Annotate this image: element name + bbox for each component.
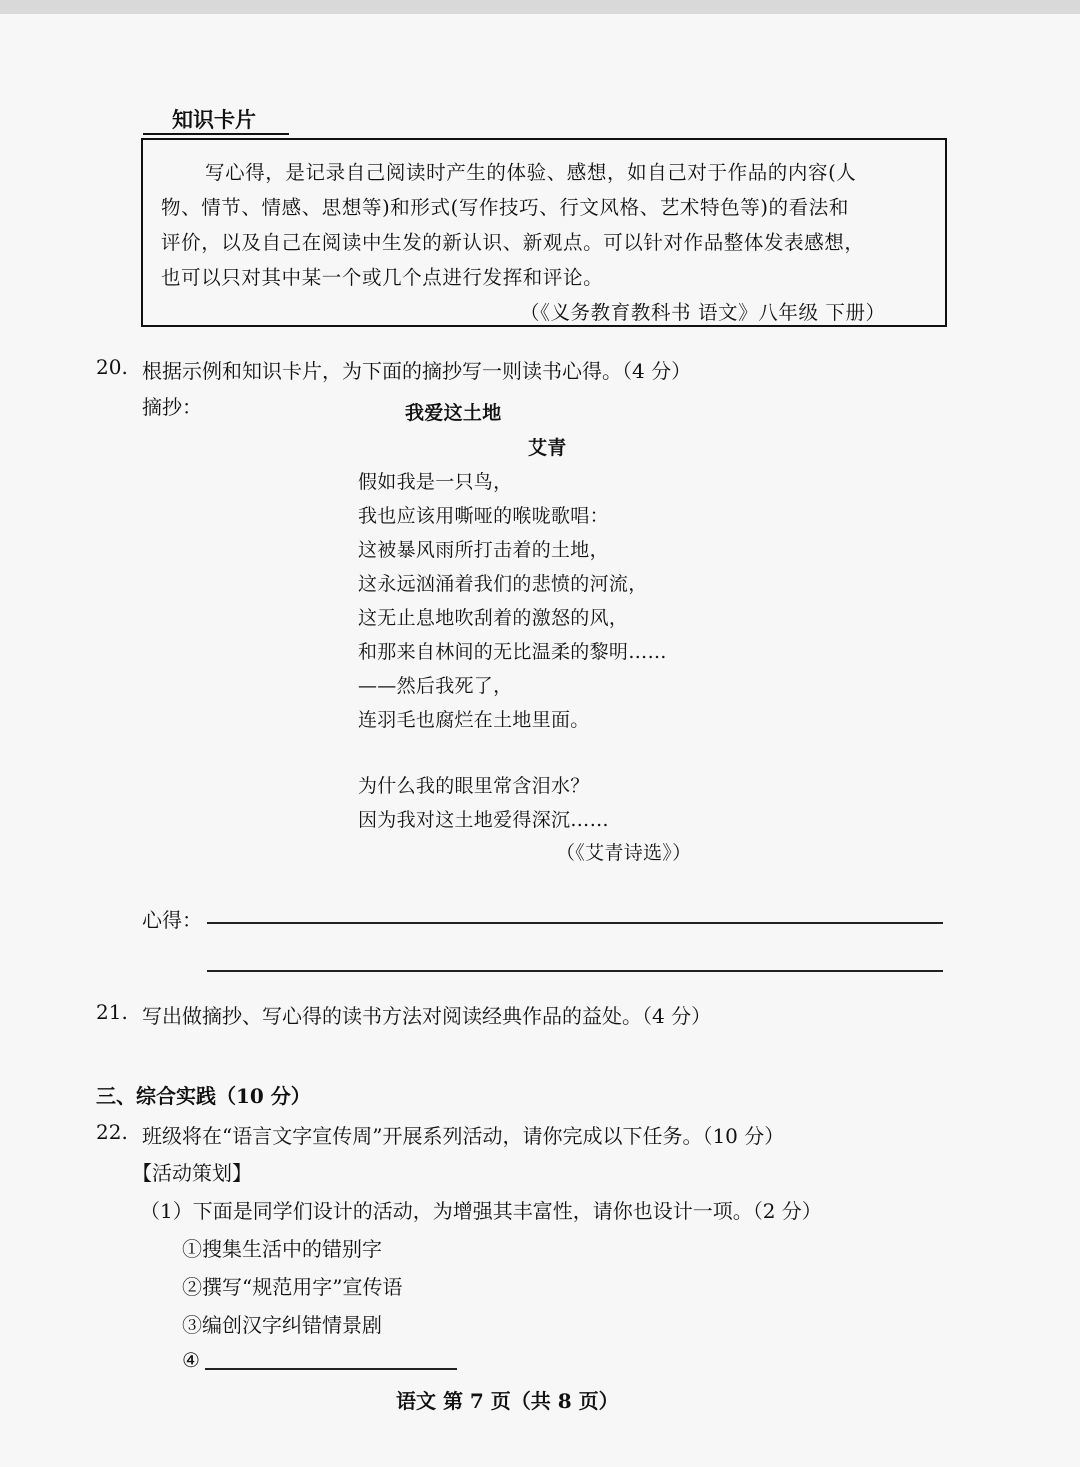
- poem-author: 艾青: [528, 437, 567, 459]
- poem-line: 因为我对这土地爱得深沉……: [358, 809, 609, 831]
- poem-source: （《艾青诗选》）: [556, 842, 692, 864]
- q21-number: 21.: [96, 1000, 128, 1024]
- q20-number: 20.: [96, 355, 128, 379]
- poem-line: 这永远汹涌着我们的悲愤的河流，: [358, 573, 648, 595]
- q22-subheading: 【活动策划】: [132, 1161, 252, 1185]
- knowledge-card-line: 也可以只对其中某一个或几个点进行发挥和评论。: [161, 266, 604, 289]
- poem-line: 连羽毛也腐烂在土地里面。: [358, 709, 590, 731]
- q22-number: 22.: [96, 1120, 128, 1144]
- activity-item: ③编创汉字纠错情景剧: [182, 1313, 382, 1337]
- q20-answer-line[interactable]: [207, 970, 943, 972]
- knowledge-card-line: 评价，以及自己在阅读中生发的新认识、新观点。可以针对作品整体发表感想，: [161, 231, 865, 254]
- section3-heading: 三、综合实践（10 分）: [96, 1084, 311, 1108]
- activity-blank-line[interactable]: [205, 1368, 457, 1370]
- activity-item: ①搜集生活中的错别字: [182, 1237, 382, 1261]
- page-footer: 语文 第 7 页（共 8 页）: [396, 1389, 619, 1413]
- q20-answer-label: 心得：: [142, 908, 202, 932]
- q22-sub1: （1）下面是同学们设计的活动，为增强其丰富性，请你也设计一项。（2 分）: [140, 1199, 822, 1223]
- knowledge-card-line: 物、情节、情感、思想等)和形式(写作技巧、行文风格、艺术特色等)的看法和: [161, 196, 849, 219]
- scan-top-bar: [0, 0, 1080, 14]
- knowledge-card-line: 写心得，是记录自己阅读时产生的体验、感想，如自己对于作品的内容(人: [205, 161, 857, 184]
- poem-line: 这无止息地吹刮着的激怒的风，: [358, 607, 629, 629]
- knowledge-card-source: （《义务教育教科书 语文》八年级 下册）: [520, 301, 886, 324]
- knowledge-card-title-underline: [143, 133, 289, 135]
- q20-excerpt-label: 摘抄：: [142, 395, 202, 419]
- poem-title: 我爱这土地: [405, 402, 502, 424]
- q21-text: 写出做摘抄、写心得的读书方法对阅读经典作品的益处。（4 分）: [142, 1004, 712, 1028]
- poem-line: 假如我是一只鸟，: [358, 471, 513, 493]
- poem-line: 为什么我的眼里常含泪水？: [358, 775, 590, 797]
- q20-answer-line[interactable]: [207, 922, 943, 924]
- q22-text: 班级将在“语言文字宣传周”开展系列活动，请你完成以下任务。（10 分）: [142, 1124, 785, 1148]
- poem-line: 我也应该用嘶哑的喉咙歌唱：: [358, 505, 609, 527]
- poem-line: 这被暴风雨所打击着的土地，: [358, 539, 609, 561]
- q20-text: 根据示例和知识卡片，为下面的摘抄写一则读书心得。（4 分）: [142, 359, 692, 383]
- knowledge-card-title: 知识卡片: [172, 107, 256, 132]
- poem-line: 和那来自林间的无比温柔的黎明……: [358, 641, 667, 663]
- poem-line: ——然后我死了，: [358, 675, 513, 697]
- activity-item: ②撰写“规范用字”宣传语: [182, 1275, 403, 1299]
- activity-blank-marker: ④: [182, 1348, 200, 1372]
